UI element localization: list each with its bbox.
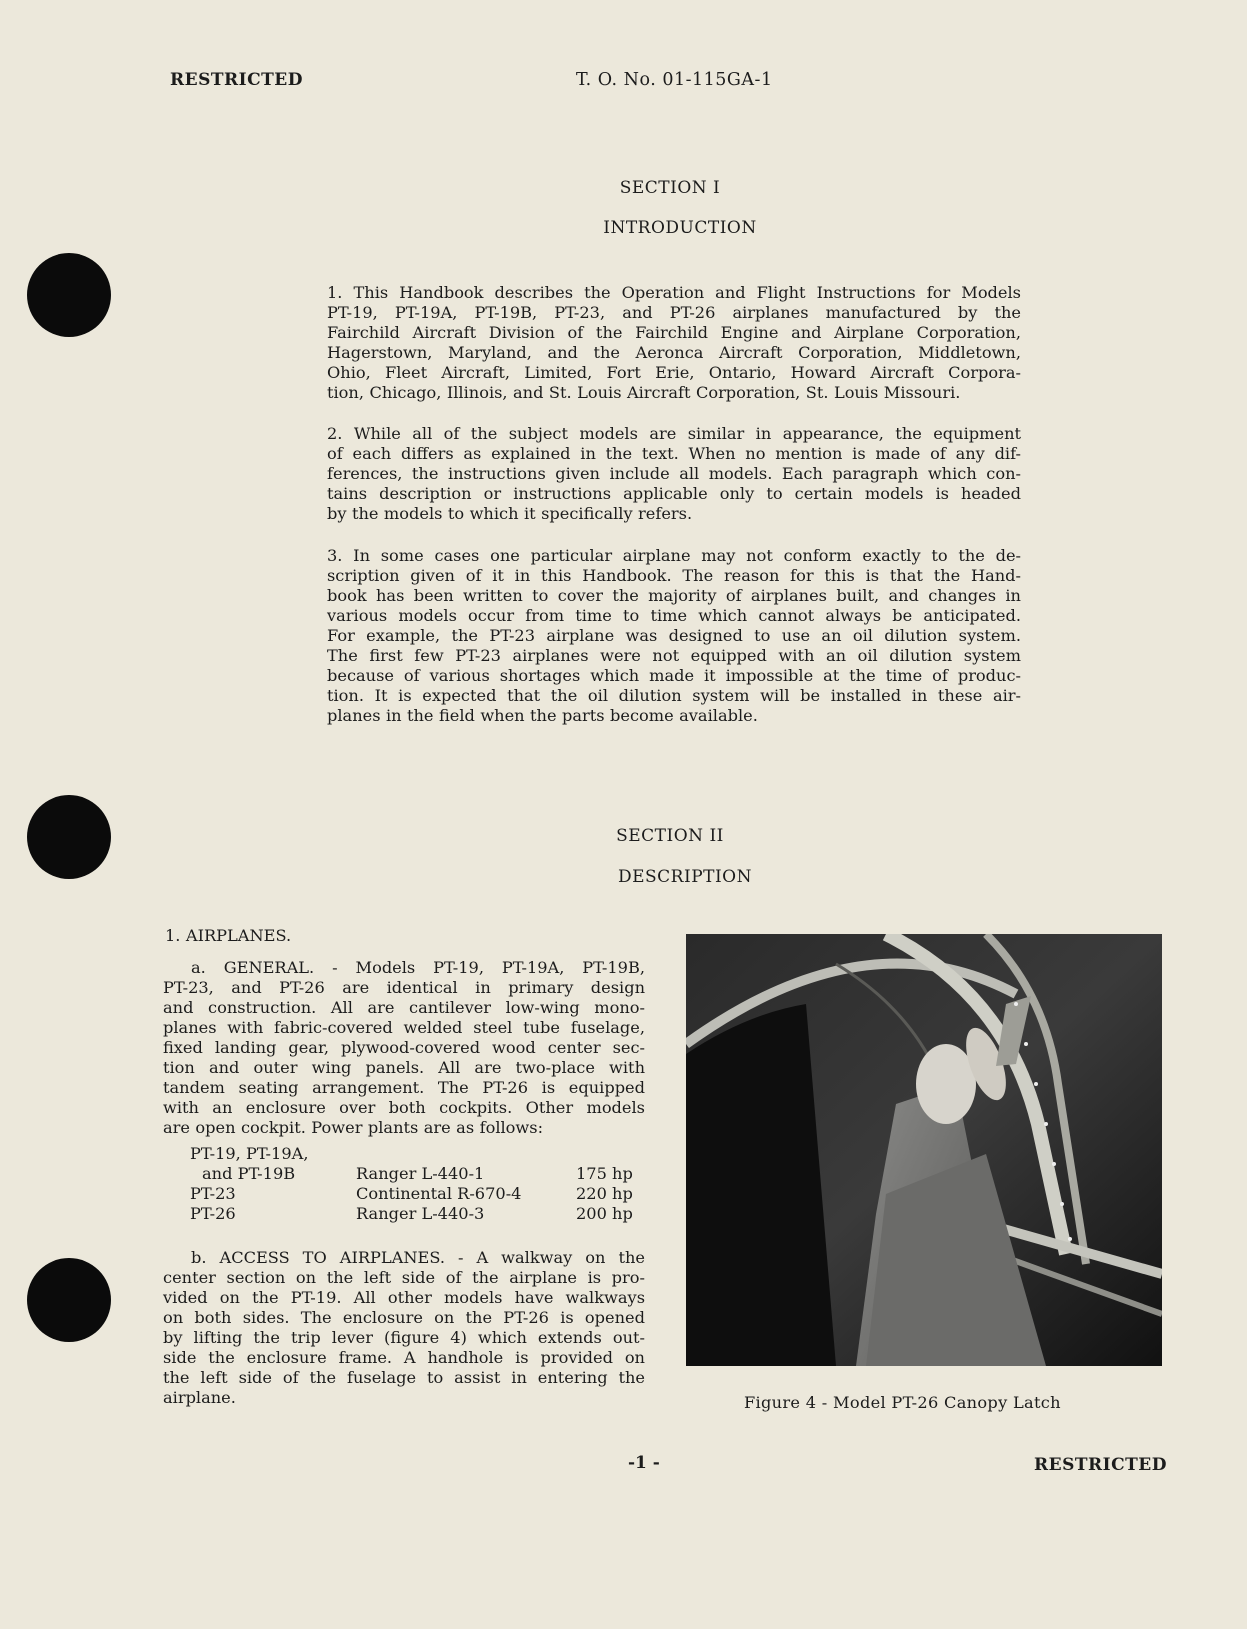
hp-cell: 220 hp <box>576 1184 633 1203</box>
figure-caption: Figure 4 - Model PT-26 Canopy Latch <box>744 1393 1061 1412</box>
model-cell: PT-26 <box>190 1204 236 1223</box>
power-plants-table <box>190 1144 650 1224</box>
text-line: 2. While all of the subject models are similar in appearance, the equipment <box>327 424 1021 443</box>
text-line: 1. AIRPLANES. <box>165 926 292 945</box>
canopy-latch-photo <box>686 934 1162 1366</box>
footer-restricted: RESTRICTED <box>1034 1455 1167 1475</box>
text-line: and construction. All are cantilever low-wing mono- <box>163 998 645 1017</box>
binder-hole-middle <box>27 795 111 879</box>
text-line: planes in the field when the parts become available. <box>327 706 758 725</box>
airplanes-heading <box>165 926 465 946</box>
text-line: side the enclosure frame. A handhole is provided on <box>163 1348 645 1367</box>
model-cell: and PT-19B <box>202 1164 296 1183</box>
text-line: tion, Chicago, Illinois, and St. Louis Aircraft Corporation, St. Louis Missouri. <box>327 383 961 402</box>
section-2-subtitle: DESCRIPTION <box>617 867 752 887</box>
table-row <box>190 1184 650 1204</box>
section-1-subtitle: INTRODUCTION <box>603 218 757 238</box>
text-line: by lifting the trip lever (figure 4) which extends out- <box>163 1328 645 1347</box>
section-2-title: SECTION II <box>616 826 724 846</box>
text-line: on both sides. The enclosure on the PT-26 is opened <box>163 1308 645 1327</box>
text-line: Hagerstown, Maryland, and the Aeronca Aircraft Corporation, Middletown, <box>327 343 1021 362</box>
text-line: b. ACCESS TO AIRPLANES. - A walkway on the <box>191 1248 645 1267</box>
text-line: the left side of the fuselage to assist in entering the <box>163 1368 645 1387</box>
intro-paragraph-3 <box>327 546 1021 726</box>
text-line: fixed landing gear, plywood-covered wood center sec- <box>163 1038 645 1057</box>
binder-hole-top <box>27 253 111 337</box>
text-line: The first few PT-23 airplanes were not equipped with an oil dilution system <box>327 646 1021 665</box>
text-line: planes with fabric-covered welded steel tube fuselage, <box>163 1018 645 1037</box>
text-line: tains description or instructions applicable only to certain models is headed <box>327 484 1021 503</box>
text-line: a. GENERAL. - Models PT-19, PT-19A, PT-19B, <box>191 958 645 977</box>
text-line: 1. This Handbook describes the Operation and Flight Instructions for Models <box>327 283 1021 302</box>
text-line: book has been written to cover the majority of airplanes built, and changes in <box>327 586 1021 605</box>
text-line: tandem seating arrangement. The PT-26 is equipped <box>163 1078 645 1097</box>
section-1-title: SECTION I <box>619 178 721 198</box>
text-line: vided on the PT-19. All other models have walkways <box>163 1288 645 1307</box>
page-number: -1 - <box>628 1453 660 1473</box>
text-line: ferences, the instructions given include all models. Each paragraph which con- <box>327 464 1021 483</box>
text-line: by the models to which it specifically refers. <box>327 504 693 523</box>
general-paragraph <box>163 958 645 1138</box>
text-line: because of various shortages which made it impossible at the time of produc- <box>327 666 1021 685</box>
text-line: Fairchild Aircraft Division of the Fairchild Engine and Airplane Corporation, <box>327 323 1021 342</box>
text-line: tion and outer wing panels. All are two-place with <box>163 1058 645 1077</box>
header-restricted: RESTRICTED <box>170 70 303 90</box>
text-line: tion. It is expected that the oil dilution system will be installed in these air- <box>327 686 1021 705</box>
intro-paragraph-1 <box>327 283 1021 403</box>
engine-cell: Continental R-670-4 <box>356 1184 522 1203</box>
text-line: 3. In some cases one particular airplane may not conform exactly to the de- <box>327 546 1021 565</box>
text-line: are open cockpit. Power plants are as follows: <box>163 1118 544 1137</box>
table-row <box>190 1164 650 1184</box>
binder-hole-bottom <box>27 1258 111 1342</box>
hp-cell: 200 hp <box>576 1204 633 1223</box>
hp-cell: 175 hp <box>576 1164 633 1183</box>
model-cell: PT-19, PT-19A, <box>190 1144 309 1163</box>
table-row <box>190 1204 650 1224</box>
text-line: PT-23, and PT-26 are identical in primary design <box>163 978 645 997</box>
text-line: airplane. <box>163 1388 236 1407</box>
engine-cell: Ranger L-440-1 <box>356 1164 485 1183</box>
text-line: with an enclosure over both cockpits. Other models <box>163 1098 645 1117</box>
intro-paragraph-2 <box>327 424 1021 524</box>
text-line: Ohio, Fleet Aircraft, Limited, Fort Erie, Ontario, Howard Aircraft Corpora- <box>327 363 1021 382</box>
text-line: of each differs as explained in the text. When no mention is made of any dif- <box>327 444 1021 463</box>
access-paragraph <box>163 1248 645 1408</box>
model-cell: PT-23 <box>190 1184 236 1203</box>
table-row <box>190 1144 650 1164</box>
text-line: For example, the PT-23 airplane was designed to use an oil dilution system. <box>327 626 1021 645</box>
canopy-latch-illustration <box>686 934 1162 1366</box>
text-line: center section on the left side of the airplane is pro- <box>163 1268 645 1287</box>
header-document-number: T. O. No. 01-115GA-1 <box>576 70 773 90</box>
text-line: PT-19, PT-19A, PT-19B, PT-23, and PT-26 airplanes manufactured by the <box>327 303 1021 322</box>
text-line: various models occur from time to time which cannot always be anticipated. <box>327 606 1021 625</box>
engine-cell: Ranger L-440-3 <box>356 1204 485 1223</box>
text-line: scription given of it in this Handbook. The reason for this is that the Hand- <box>327 566 1021 585</box>
